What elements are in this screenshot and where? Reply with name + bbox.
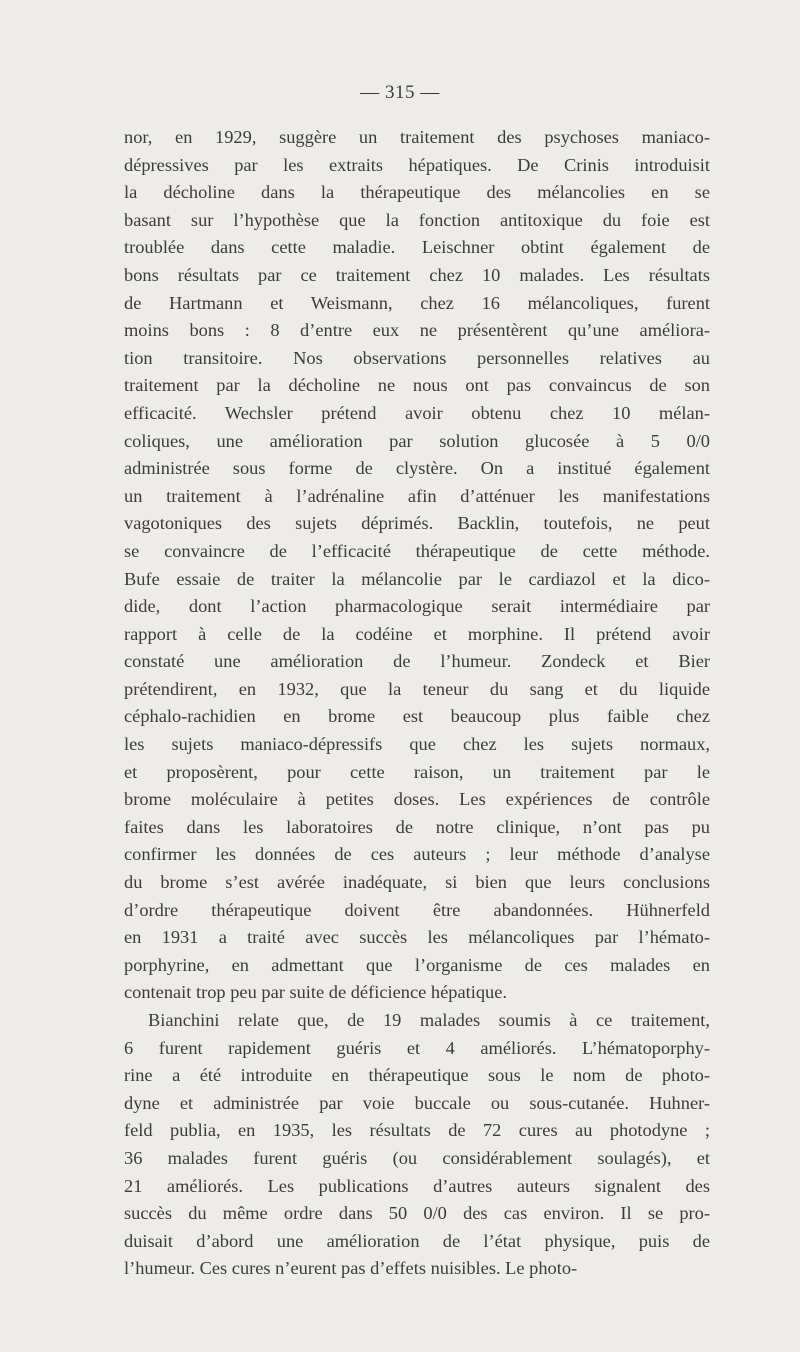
text-line: 21 améliorés. Les publications d’autres auteurs signalent des <box>124 1175 710 1196</box>
text-line: les sujets maniaco-dépressifs que chez les sujets normaux, <box>124 734 710 755</box>
text-line: un traitement à l’adrénaline afin d’atténuer les manifestations <box>124 485 710 506</box>
text-line: feld publia, en 1935, les résultats de 72 cures au photodyne ; <box>124 1120 710 1141</box>
text-line: Bufe essaie de traiter la mélancolie par le cardiazol et la dico- <box>124 568 710 589</box>
page-number: — 315 — <box>360 82 440 103</box>
text-line: troublée dans cette maladie. Leischner obtint également de <box>124 237 710 258</box>
text-line: faites dans les laboratoires de notre clinique, n’ont pas pu <box>124 816 710 837</box>
text-line: traitement par la décholine ne nous ont pas convaincus de son <box>124 375 710 396</box>
text-line: Bianchini relate que, de 19 malades soumis à ce traitement, <box>148 1010 710 1030</box>
text-line: dide, dont l’action pharmacologique serait intermédiaire par <box>124 596 710 617</box>
text-line: en 1931 a traité avec succès les mélancoliques par l’hémato- <box>124 927 710 948</box>
text-line: la décholine dans la thérapeutique des mélancolies en se <box>124 182 710 203</box>
text-line: duisait d’abord une amélioration de l’état physique, puis de <box>124 1230 710 1251</box>
text-line: administrée sous forme de clystère. On a institué également <box>124 458 710 479</box>
text-line: prétendirent, en 1932, que la teneur du sang et du liquide <box>124 678 710 699</box>
text-line: céphalo-rachidien en brome est beaucoup plus faible chez <box>124 706 710 727</box>
text-line: moins bons : 8 d’entre eux ne présentèrent qu’une améliora- <box>124 320 710 341</box>
text-line: d’ordre thérapeutique doivent être abandonnées. Hühnerfeld <box>124 899 710 920</box>
text-line: contenait trop peu par suite de déficience hépatique. <box>124 982 507 1003</box>
text-line: coliques, une amélioration par solution glucosée à 5 0/0 <box>124 430 710 451</box>
text-line: confirmer les données de ces auteurs ; leur méthode d’analyse <box>124 844 710 865</box>
text-line: se convaincre de l’efficacité thérapeutique de cette méthode. <box>124 540 710 561</box>
text-line: nor, en 1929, suggère un traitement des psychoses maniaco- <box>124 127 710 147</box>
text-line: 36 malades furent guéris (ou considérablement soulagés), et <box>124 1147 710 1168</box>
text-line: 6 furent rapidement guéris et 4 améliorés. L’hématoporphy- <box>124 1037 710 1058</box>
text-line: de Hartmann et Weismann, chez 16 mélancoliques, furent <box>124 292 710 313</box>
text-line: et proposèrent, pour cette raison, un traitement par le <box>124 761 710 782</box>
text-line: vagotoniques des sujets déprimés. Backlin, toutefois, ne peut <box>124 513 710 534</box>
text-line: rine a été introduite en thérapeutique sous le nom de photo- <box>124 1065 710 1086</box>
text-line: basant sur l’hypothèse que la fonction antitoxique du foie est <box>124 209 710 230</box>
text-line: dépressives par les extraits hépatiques. De Crinis introduisit <box>124 154 710 175</box>
body-text <box>124 124 710 1283</box>
text-line: efficacité. Wechsler prétend avoir obtenu chez 10 mélan- <box>124 402 710 423</box>
text-line: succès du même ordre dans 50 0/0 des cas environ. Il se pro- <box>124 1203 710 1224</box>
text-line: rapport à celle de la codéine et morphine. Il prétend avoir <box>124 623 710 644</box>
text-line: du brome s’est avérée inadéquate, si bien que leurs conclusions <box>124 872 710 893</box>
text-line: tion transitoire. Nos observations personnelles relatives au <box>124 347 710 368</box>
text-line: dyne et administrée par voie buccale ou sous-cutanée. Huhner- <box>124 1092 710 1113</box>
text-line: brome moléculaire à petites doses. Les expériences de contrôle <box>124 789 710 810</box>
text-line: l’humeur. Ces cures n’eurent pas d’effets nuisibles. Le photo- <box>124 1258 578 1279</box>
text-line: bons résultats par ce traitement chez 10 malades. Les résultats <box>124 264 710 285</box>
text-line: porphyrine, en admettant que l’organisme de ces malades en <box>124 954 710 975</box>
text-line: constaté une amélioration de l’humeur. Zondeck et Bier <box>124 651 710 672</box>
